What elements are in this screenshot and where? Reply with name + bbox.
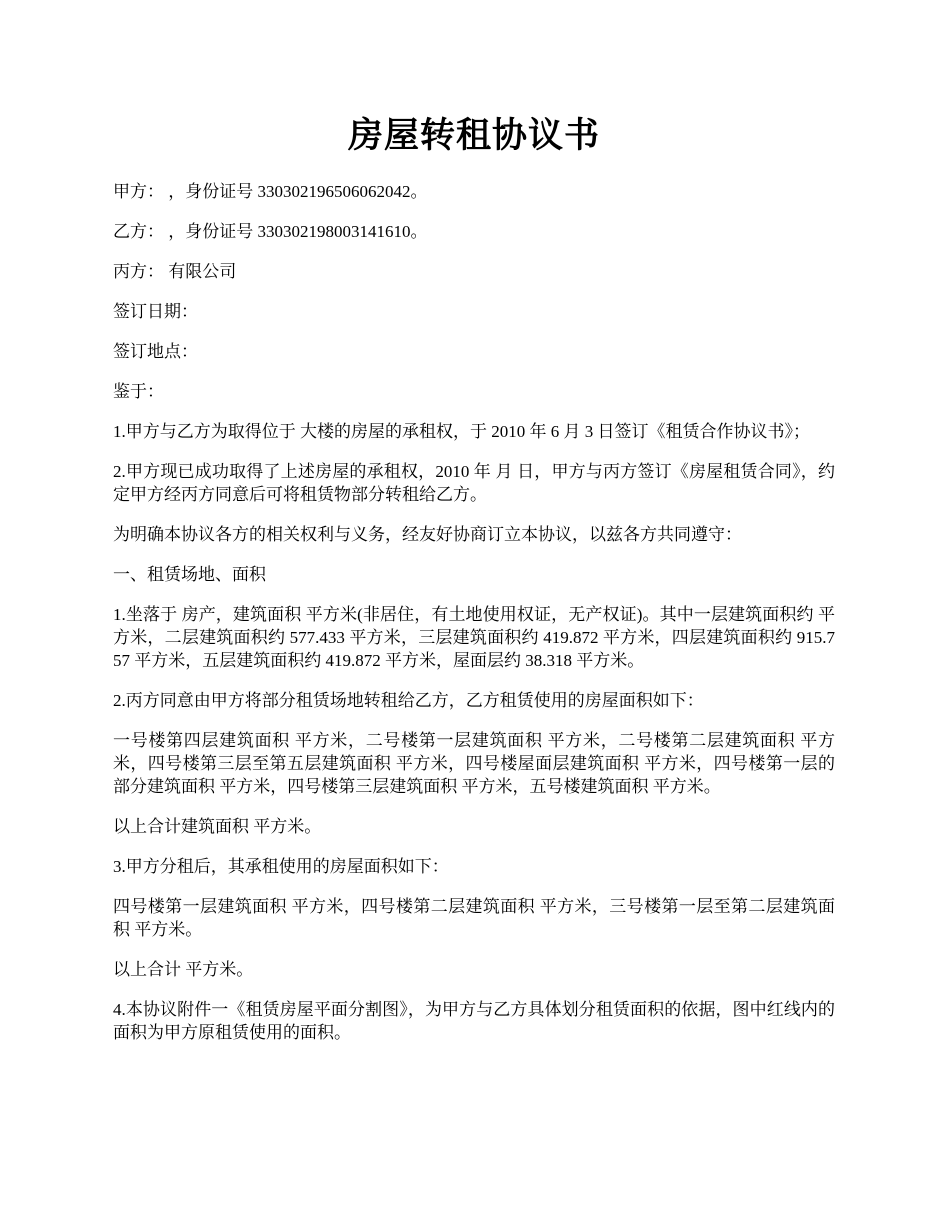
whereas-clause-1: 1.甲方与乙方为取得位于 大楼的房屋的承租权，于 2010 年 6 月 3 日签订《租赁合作协议书》；	[113, 422, 810, 441]
party-b-area-total: 以上合计建筑面积 平方米。	[113, 817, 322, 836]
party-a-area-list: 四号楼第一层建筑面积 平方米，四号楼第二层建筑面积 平方米，三号楼第一层至第二层建筑面积 平方米。	[113, 897, 835, 939]
party-a-line: 甲方： ，身份证号 330302196506062042。	[113, 182, 428, 201]
section-heading-1: 一、租赁场地、面积	[113, 565, 266, 584]
section-1-clause-1: 1.坐落于 房产，建筑面积 平方米(非居住，有土地使用权证，无产权证)。其中一层建筑面积约 平方米，二层建筑面积约 577.433 平方米，三层建筑面积约 419.872 平方米，四层建筑面积约 915.757 平方米，五层建筑面积约 419.872 平方米，屋面层约 38.318 平方米。	[113, 605, 835, 670]
document-title: 房屋转租协议书	[347, 116, 600, 155]
section-1-clause-3: 3.甲方分租后，其承租使用的房屋面积如下：	[113, 857, 449, 876]
signing-date-line: 签订日期：	[113, 302, 198, 321]
signing-place-line: 签订地点：	[113, 342, 198, 361]
section-1-clause-4: 4.本协议附件一《租赁房屋平面分割图》，为甲方与乙方具体划分租赁面积的依据，图中红线内的面积为甲方原租赁使用的面积。	[113, 1000, 835, 1042]
document-body	[113, 180, 835, 1061]
party-a-area-total: 以上合计 平方米。	[113, 960, 254, 979]
party-c-line: 丙方： 有限公司	[113, 262, 237, 281]
preamble-paragraph: 为明确本协议各方的相关权利与义务，经友好协商订立本协议，以兹各方共同遵守：	[113, 525, 742, 544]
party-b-line: 乙方： ，身份证号 330302198003141610。	[113, 222, 428, 241]
section-1-clause-2: 2.丙方同意由甲方将部分租赁场地转租给乙方，乙方租赁使用的房屋面积如下：	[113, 691, 704, 710]
whereas-clause-2: 2.甲方现已成功取得了上述房屋的承租权，2010 年 月 日，甲方与丙方签订《房屋租赁合同》，约定甲方经丙方同意后可将租赁物部分转租给乙方。	[113, 462, 835, 504]
whereas-heading: 鉴于：	[113, 382, 164, 401]
party-b-area-list: 一号楼第四层建筑面积 平方米，二号楼第一层建筑面积 平方米，二号楼第二层建筑面积 平方米，四号楼第三层至第五层建筑面积 平方米，四号楼屋面层建筑面积 平方米，四号楼第一层的部分建筑面积 平方米，四号楼第三层建筑面积 平方米，五号楼建筑面积 平方米。	[113, 731, 835, 796]
